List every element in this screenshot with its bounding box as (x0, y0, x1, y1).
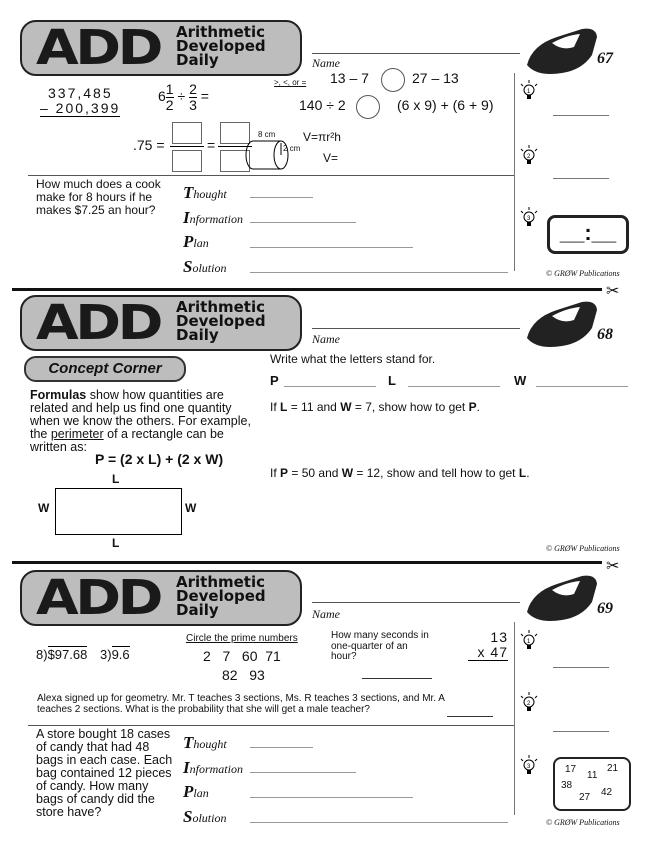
text: If (270, 466, 281, 480)
logo-line: Daily (176, 51, 219, 69)
seconds-question: How many seconds in one-quarter of an hour? (331, 630, 429, 662)
answer-line[interactable] (408, 386, 500, 387)
divider (28, 175, 514, 176)
tip-initial: I (183, 208, 190, 227)
tip-information (183, 758, 243, 778)
tip-label: nformation (189, 212, 243, 226)
width-label: W (38, 501, 50, 515)
logo-text: ADD (36, 20, 161, 76)
box-number: 21 (607, 763, 619, 774)
numerator: 2 (189, 81, 197, 97)
var: W (340, 400, 352, 414)
dividend: $97.68 (47, 647, 88, 662)
denominator: 3 (189, 97, 197, 113)
lesson-number: 68 (597, 326, 613, 343)
question-1 (270, 401, 480, 414)
concept-text (30, 389, 258, 454)
tip-label: nformation (189, 762, 243, 776)
lightbulb-icon-2 (518, 690, 540, 716)
side-divider (514, 73, 515, 271)
svg-text:3: 3 (527, 764, 531, 770)
subtrahend: – 200,399 (40, 100, 121, 116)
tip-label: lan (193, 786, 209, 800)
radius-label: 2 cm (283, 144, 301, 153)
prime-candidates[interactable]: 82 93 (222, 667, 265, 683)
tip-initial: P (183, 782, 194, 801)
diameter-label: 8 cm (258, 130, 276, 139)
volume-formula: V=πr²h (303, 130, 341, 144)
long-division-1: 8)$97.68 (36, 647, 88, 662)
tip-thought (183, 183, 227, 203)
tip-solution (183, 257, 226, 277)
tip-initial: P (183, 232, 194, 251)
logo-text: ADD (36, 295, 161, 351)
lightbulb-icon-2 (518, 143, 540, 169)
cut-line (12, 561, 602, 564)
car-icon (522, 25, 600, 75)
tip-initial: S (183, 807, 193, 826)
logo-text: ADD (36, 570, 161, 626)
numerator: 1 (165, 81, 174, 97)
text: = 11 and (287, 400, 341, 414)
answer-line[interactable] (250, 797, 413, 798)
logo-line: Arithmetic (176, 298, 266, 316)
tip-initial: T (183, 733, 194, 752)
svg-text:1: 1 (527, 89, 531, 95)
tip-label: olution (192, 261, 227, 275)
svg-text:1: 1 (527, 639, 531, 645)
multiplier: x 47 (468, 645, 508, 661)
text: = 12, show and tell how to get (353, 466, 519, 480)
compare-right: (6 x 9) + (6 + 9) (397, 97, 494, 113)
equals: = (207, 137, 216, 153)
lightbulb-icon-1 (518, 628, 540, 654)
box-number: 38 (561, 780, 573, 791)
name-field[interactable] (312, 328, 520, 329)
length-label: L (112, 536, 120, 550)
compare-left: 13 – 7 (330, 70, 369, 86)
compare-label: >, <, or = (274, 78, 307, 87)
minuend: 337,485 (48, 85, 113, 101)
dividend: 9.6 (111, 647, 130, 662)
compare-circle[interactable] (381, 68, 405, 92)
tip-label: lan (193, 236, 209, 250)
divisor: 3 (100, 647, 108, 662)
perimeter-formula: P = (2 x L) + (2 x W) (95, 451, 224, 467)
svg-text:3: 3 (527, 216, 531, 222)
name-field[interactable] (312, 53, 520, 54)
divisor: 8 (36, 647, 44, 662)
var: L (518, 466, 527, 480)
name-label: Name (312, 607, 340, 621)
tip-label: hought (193, 737, 227, 751)
answer-line[interactable] (250, 822, 508, 823)
letter-l: L (388, 373, 396, 388)
tip-solution (183, 807, 226, 827)
compare-right: 27 – 13 (412, 70, 459, 86)
tip-plan (183, 782, 209, 802)
text: If (270, 400, 281, 414)
lesson-number: 69 (597, 600, 613, 617)
answer-line[interactable] (250, 747, 313, 748)
bold-term: Formulas (30, 388, 87, 402)
prime-candidates[interactable]: 2 7 60 71 (203, 648, 281, 664)
width-label: W (185, 501, 197, 515)
number-box (553, 757, 631, 811)
var: W (341, 466, 354, 480)
text: . (476, 400, 480, 414)
tip-label: hought (193, 187, 227, 201)
decimal-label: .75 = (133, 137, 165, 153)
var: P (468, 400, 477, 414)
volume-answer: V= (323, 151, 339, 165)
tip-plan (183, 232, 209, 252)
tip-thought (183, 733, 227, 753)
box-number: 11 (587, 770, 598, 781)
var: L (280, 400, 288, 414)
rectangle-diagram (55, 488, 182, 535)
logo-line: Developed (176, 587, 266, 605)
denominator: 2 (165, 97, 174, 113)
equals: = (200, 88, 209, 105)
probability-question: Alexa signed up for geometry. Mr. T teaches 3 sections, Ms. R teaches 3 sections, and Mr. A teaches 2 sections. What is the probability that she will get a male teacher? (37, 693, 445, 715)
tip-information (183, 208, 243, 228)
name-field[interactable] (312, 602, 520, 603)
answer-line[interactable] (362, 678, 432, 679)
tip-initial: S (183, 257, 193, 276)
tip-label: olution (192, 811, 227, 825)
instruction: Write what the letters stand for. (270, 352, 436, 366)
bonus-answer-line[interactable] (553, 178, 609, 179)
text: show how quantities are related and help us find one quantity when we know the others. For example, the (30, 388, 251, 441)
fraction-division (158, 82, 209, 113)
logo-line: Developed (176, 312, 266, 330)
letter-p: P (270, 373, 279, 388)
svg-text:2: 2 (527, 154, 531, 160)
logo-line: Daily (176, 326, 219, 344)
long-division-2: 3)9.6 (100, 647, 130, 662)
lightbulb-icon-3 (518, 205, 540, 231)
bonus-answer-line[interactable] (553, 115, 609, 116)
answer-line[interactable] (250, 247, 413, 248)
name-label: Name (312, 56, 340, 70)
answer-line[interactable] (250, 772, 356, 773)
whole: 6 (158, 88, 166, 105)
car-icon (522, 572, 600, 622)
bonus-answer-line[interactable] (553, 731, 609, 732)
logo-line: Arithmetic (176, 573, 266, 591)
operator: ÷ (177, 88, 186, 105)
letter-w: W (514, 373, 527, 388)
concept-corner-heading: Concept Corner (24, 356, 186, 382)
answer-box[interactable] (172, 122, 202, 144)
lesson-number: 67 (597, 50, 613, 67)
logo-line: Developed (176, 37, 266, 55)
time-answer-box[interactable]: __:__ (547, 215, 629, 254)
logo-line: Daily (176, 601, 219, 619)
text: = 50 and (288, 466, 342, 480)
scissors-icon: ✂ (606, 558, 620, 575)
cut-line (12, 288, 602, 291)
multiplication-problem (468, 630, 508, 661)
length-label: L (112, 472, 120, 486)
answer-line[interactable] (250, 272, 508, 273)
box-number: 27 (579, 792, 591, 803)
var: P (280, 466, 289, 480)
copyright: © GRØW Publications (546, 818, 620, 827)
svg-text:2: 2 (527, 701, 531, 707)
word-problem: A store bought 18 cases of candy that had 48 bags in each case. Each bag contained 12 pieces of candy. How many bags of candy did the store have? (36, 727, 173, 819)
copyright: © GRØW Publications (546, 269, 620, 278)
word-problem: How much does a cook make for 8 hours if he makes $7.25 an hour? (36, 177, 161, 217)
compare-left: 140 ÷ 2 (299, 97, 346, 113)
copyright: © GRØW Publications (546, 544, 620, 553)
text: of a rectangle can be written as: (30, 427, 224, 454)
compare-circle[interactable] (356, 95, 380, 119)
car-icon (522, 298, 600, 348)
add-logo (20, 295, 302, 351)
name-label: Name (312, 332, 340, 346)
underlined-term: perimeter (50, 427, 104, 441)
question-2 (270, 467, 530, 480)
logo-line: Arithmetic (176, 23, 266, 41)
text: = 7, show how to get (351, 400, 469, 414)
answer-box[interactable] (172, 150, 202, 172)
answer-line[interactable] (447, 716, 493, 717)
prime-label: Circle the prime numbers (186, 633, 298, 644)
bonus-answer-line[interactable] (553, 667, 609, 668)
text: . (526, 466, 530, 480)
multiplicand: 13 (490, 629, 508, 645)
divider (28, 725, 514, 726)
box-number: 17 (565, 764, 577, 775)
answer-line[interactable] (250, 222, 356, 223)
tip-initial: T (183, 183, 194, 202)
side-divider (514, 622, 515, 815)
lightbulb-icon-1 (518, 78, 540, 104)
add-logo (20, 570, 302, 626)
lightbulb-icon-3 (518, 753, 540, 779)
answer-line[interactable] (284, 386, 376, 387)
box-number: 42 (601, 787, 613, 798)
answer-line[interactable] (536, 386, 628, 387)
tip-initial: I (183, 758, 190, 777)
answer-line[interactable] (250, 197, 313, 198)
scissors-icon: ✂ (606, 283, 620, 300)
subtraction-problem (40, 86, 120, 117)
add-logo (20, 20, 302, 76)
